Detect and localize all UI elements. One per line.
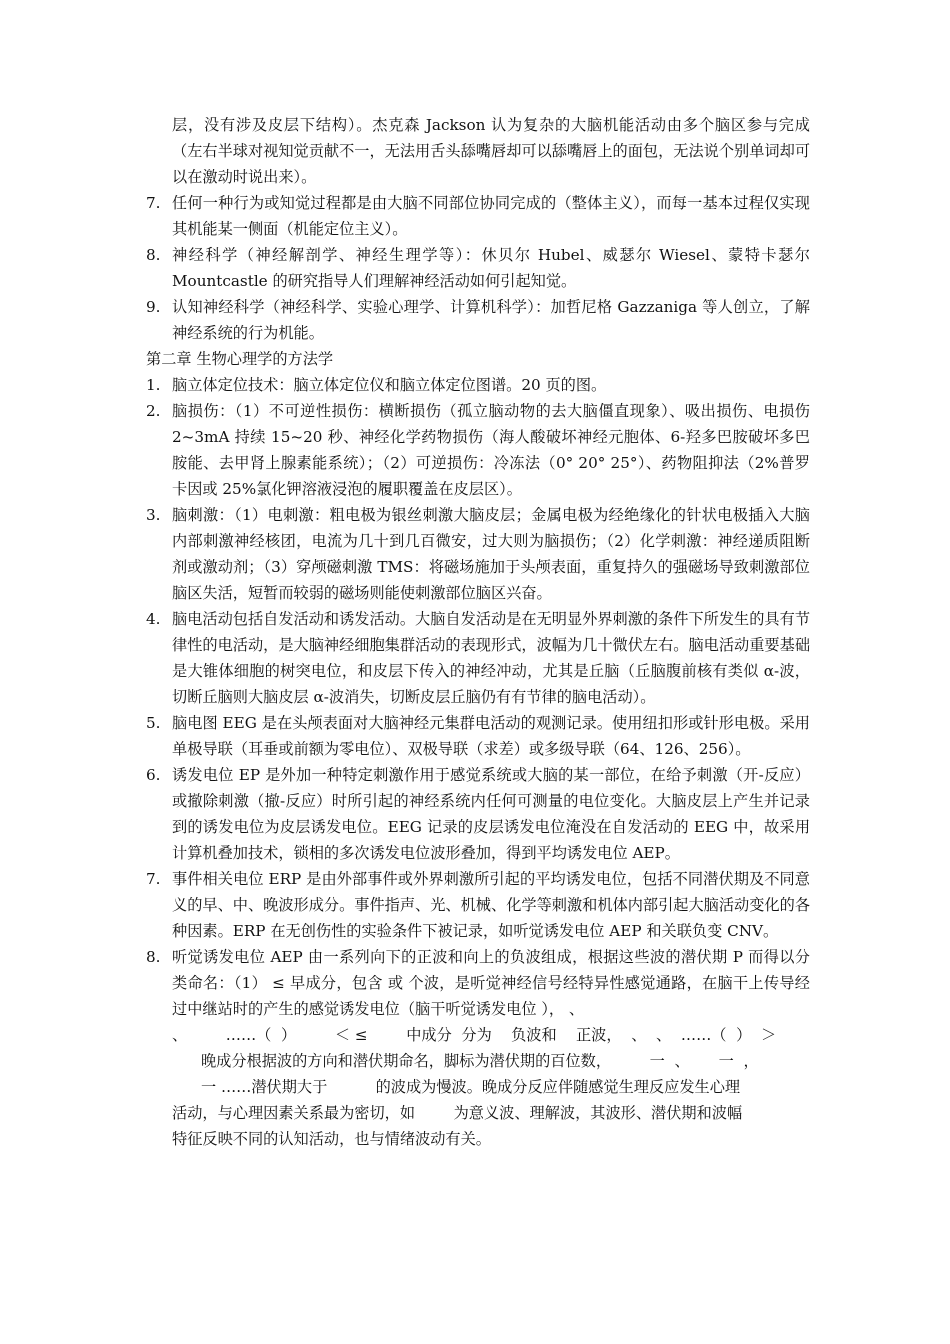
list-item (140, 398, 810, 502)
list-text-line: 晚成分根据波的方向和潜伏期命名，脚标为潜伏期的百位数， 一 、 一 ， (172, 1052, 759, 1070)
page-content (140, 112, 810, 1152)
list-text-line: 一 ……潜伏期大于 的波成为慢波。晚成分反应伴随感觉生理反应发生心理 (172, 1078, 741, 1096)
list-text-line: 活动，与心理因素关系最为密切，如 为意义波、理解波，其波形、潜伏期和波幅 (172, 1104, 743, 1122)
list-number: 7. (146, 194, 161, 212)
list-text: 神经科学（神经解剖学、神经生理学等）：休贝尔 Hubel、威瑟尔 Wiesel、蒙特卡瑟尔 Mountcastle 的研究指导人们理解神经活动如何引起知觉。 (172, 246, 810, 290)
list-text: 脑损伤：（1）不可逆性损伤：横断损伤（孤立脑动物的去大脑僵直现象）、吸出损伤、电损伤 2~3mA 持续 15~20 秒、神经化学药物损伤（海人酸破坏神经元胞体、6-羟多巴胺破坏多巴胺能、去甲肾上腺素能系统）；（2）可逆损伤：冷冻法（0° 20° 25°）、药物阻抑法（2%普罗卡因或 25%氯化钾溶液浸泡的履职覆盖在皮层区）。 (172, 402, 810, 498)
list-item (140, 294, 810, 346)
list-item (140, 190, 810, 242)
list-text: 认知神经科学（神经科学、实验心理学、计算机科学）：加哲尼格 Gazzaniga 等人创立，了解神经系统的行为机能。 (172, 298, 810, 342)
list-item (140, 944, 810, 1152)
list-number: 8. (146, 246, 161, 264)
list-item (140, 606, 810, 710)
chapter-heading: 第二章 生物心理学的方法学 (146, 350, 334, 368)
list-number: 3. (146, 506, 161, 524)
list-text: 事件相关电位 ERP 是由外部事件或外界刺激所引起的平均诱发电位，包括不同潜伏期及不同意义的早、中、晚波形成分。事件指声、光、机械、化学等刺激和机体内部引起大脑活动变化的各种因素。ERP 在无创伤性的实验条件下被记录，如听觉诱发电位 AEP 和关联负变 CNV。 (172, 870, 810, 940)
list-text: 诱发电位 EP 是外加一种特定刺激作用于感觉系统或大脑的某一部位，在给予刺激（开-反应）或撤除刺激（撤-反应）时所引起的神经系统内任何可测量的电位变化。大脑皮层上产生并记录到的诱发电位为皮层诱发电位。EEG 记录的皮层诱发电位淹没在自发活动的 EEG 中，故采用计算机叠加技术，锁相的多次诱发电位波形叠加，得到平均诱发电位 AEP。 (172, 766, 810, 862)
list-text: 脑立体定位技术：脑立体定位仪和脑立体定位图谱。20 页的图。 (172, 376, 607, 394)
list-number: 7. (146, 870, 161, 888)
list-number: 4. (146, 610, 161, 628)
list-item (140, 372, 810, 398)
list-number: 9. (146, 298, 161, 316)
list-item (140, 502, 810, 606)
list-item (140, 242, 810, 294)
list-number: 5. (146, 714, 161, 732)
list-text-line: 、 ……（ ） ＜ ≤ 中成分 分为 负波和 正波， 、 、 ……（ ） ＞ (172, 1026, 777, 1044)
continued-paragraph: 层，没有涉及皮层下结构）。杰克森 Jackson 认为复杂的大脑机能活动由多个脑区参与完成（左右半球对视知觉贡献不一，无法用舌头舔嘴唇却可以舔嘴唇上的面包，无法说个别单词却可以在激动时说出来）。 (172, 116, 810, 186)
list-text-line: 特征反映不同的认知活动，也与情绪波动有关。 (172, 1130, 491, 1148)
list-text: 脑电活动包括自发活动和诱发活动。大脑自发活动是在无明显外界刺激的条件下所发生的具有节律性的电活动，是大脑神经细胞集群活动的表现形式，波幅为几十微伏左右。脑电活动重要基础是大锥体细胞的树突电位，和皮层下传入的神经冲动，尤其是丘脑（丘脑腹前核有类似 α-波，切断丘脑则大脑皮层 α-波消失，切断皮层丘脑仍有有节律的脑电活动）。 (172, 610, 810, 706)
list-number: 2. (146, 402, 161, 420)
list-number: 8. (146, 948, 161, 966)
list-item (140, 762, 810, 866)
list-text: 任何一种行为或知觉过程都是由大脑不同部位协同完成的（整体主义），而每一基本过程仅实现其机能某一侧面（机能定位主义）。 (172, 194, 810, 238)
list-number: 1. (146, 376, 161, 394)
list-item (140, 866, 810, 944)
list-item (140, 710, 810, 762)
list-text: 脑刺激：（1）电刺激：粗电极为银丝刺激大脑皮层；金属电极为经绝缘化的针状电极插入大脑内部刺激神经核团，电流为几十到几百微安，过大则为脑损伤；（2）化学刺激：神经递质阻断剂或激动剂；（3）穿颅磁刺激 TMS：将磁场施加于头颅表面，重复持久的强磁场导致刺激部位脑区失活，短暂而较弱的磁场则能使刺激部位脑区兴奋。 (172, 506, 810, 602)
list-text: 脑电图 EEG 是在头颅表面对大脑神经元集群电活动的观测记录。使用纽扣形或针形电极。采用单极导联（耳垂或前额为零电位）、双极导联（求差）或多级导联（64、126、256）。 (172, 714, 810, 758)
list-number: 6. (146, 766, 161, 784)
list-text: 听觉诱发电位 AEP 由一系列向下的正波和向上的负波组成，根据这些波的潜伏期 P 而得以分类命名：（1） ≤ 早成分，包含 或 个波，是听觉神经信号经特异性感觉通路，在脑干上传导经过中继站时的产生的感觉诱发电位（脑干听觉诱发电位 ）， 、 (172, 948, 810, 1018)
